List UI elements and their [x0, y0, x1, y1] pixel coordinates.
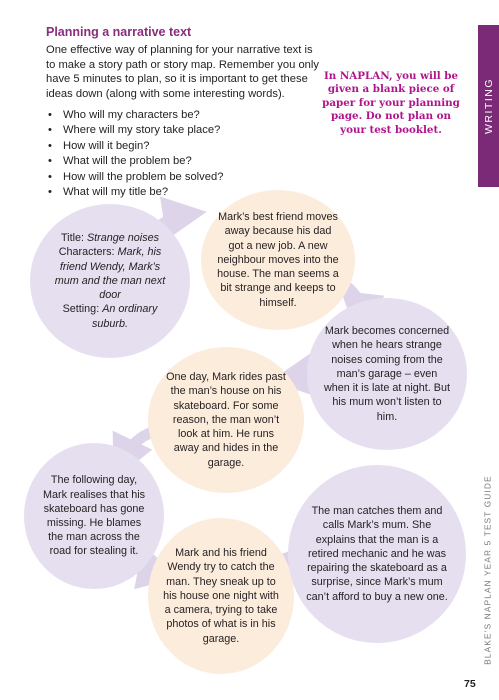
story-event-text: Mark becomes concerned when he hears strange noises coming from the man’s garage – even when it is late at night. But his mum won’t listen to him.	[323, 325, 451, 423]
story-event-bubble	[148, 347, 304, 493]
story-event-bubble	[201, 190, 355, 330]
story-event-bubble	[24, 443, 164, 589]
story-event-text: The man catches them and calls Mark’s mum. She explains that the man is a retired mechanic and he was repairing the skateboard as a surprise, since Mark’s mum can’t afford to buy a new one.	[306, 505, 448, 603]
setting-label: Setting:	[62, 303, 103, 316]
page-number: 75	[464, 678, 476, 690]
naplan-note: In NAPLAN, you will be given a blank piece of paper for your planning page. Do not plan on your test booklet.	[322, 70, 460, 136]
section-tab-label: WRITING	[482, 78, 495, 134]
title-label: Title:	[60, 232, 87, 245]
book-title: BLAKE’S NAPLAN YEAR 5 TEST GUIDE	[483, 475, 493, 665]
story-event-text: One day, Mark rides past the man’s house on his skateboard. For some reason, the man won’t look at him. He runs away and hides in the garage.	[166, 371, 286, 469]
story-event-bubble	[307, 298, 467, 450]
question-item: • How will it begin?	[46, 139, 223, 154]
question-item: • What will my title be?	[46, 185, 223, 200]
story-event-text: Mark’s best friend moves away because his dad got a new job. A new neighbour moves into the house. The man seems a bit strange and keeps to himself.	[217, 211, 339, 309]
question-item: • Who will my characters be?	[46, 108, 223, 123]
intro-paragraph: One effective way of planning for your narrative text is to make a story path or story map. Remember you only have 5 minutes to plan, so it is important to get these ideas down (along with some interesting words).	[46, 44, 319, 100]
story-title: Strange noises	[86, 232, 160, 245]
section-heading: Planning a narrative text	[46, 25, 192, 39]
story-setting: An ordinary suburb.	[91, 303, 158, 330]
characters-label: Characters:	[58, 246, 118, 259]
story-characters: Mark, his friend Wendy, Mark’s mum and the man next door	[54, 246, 166, 302]
question-item: • What will the problem be?	[46, 154, 223, 169]
story-event-bubble	[288, 465, 466, 643]
story-event-text: The following day, Mark realises that his skateboard has gone missing. He blames the man across the road for stealing it.	[42, 474, 145, 558]
question-item: • Where will my story take place?	[46, 123, 223, 138]
story-event-bubble	[148, 518, 294, 674]
story-start-bubble	[30, 204, 190, 358]
question-item: • How will the problem be solved?	[46, 170, 223, 185]
story-event-text: Mark and his friend Wendy try to catch the man. They sneak up to his house one night with a camera, trying to take photos of what is in his garage.	[163, 547, 279, 645]
